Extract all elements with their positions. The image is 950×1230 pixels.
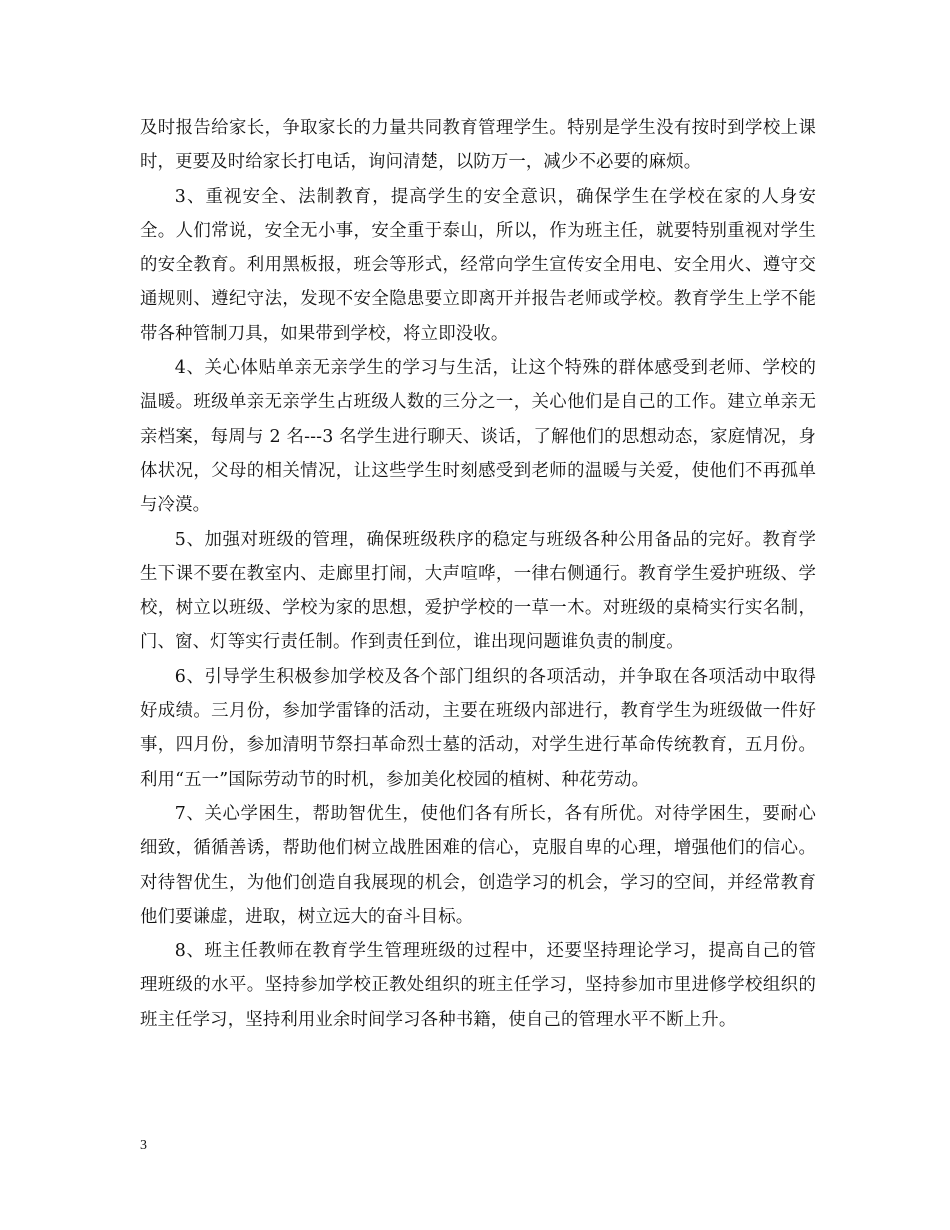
paragraph-item-8: 8、班主任教师在教育学生管理班级的过程中，还要坚持理论学习，提高自己的管理班级的水平。坚持参加学校正教处组织的班主任学习，坚持参加市里进修学校组织的班主任学习，坚持利用业余时间学习各种书籍，使自己的管理水平不断上升。 <box>140 941 816 1030</box>
paragraph-item-3: 3、重视安全、法制教育，提高学生的安全意识，确保学生在学校在家的人身安全。人们常说，安全无小事，安全重于泰山，所以，作为班主任，就要特别重视对学生的安全教育。利用黑板报，班会等形式，经常向学生宣传安全用电、安全用火、遵守交通规则、遵纪守法，发现不安全隐患要立即离开并报告老师或学校。教育学生上学不能带各种管制刀具，如果带到学校，将立即没收。 <box>140 186 816 344</box>
paragraph-item-7: 7、关心学困生，帮助智优生，使他们各有所长，各有所优。对待学困生，要耐心细致，循循善诱，帮助他们树立战胜困难的信心，克服自卑的心理，增强他们的信心。对待智优生，为他们创造自我展现的机会，创造学习的机会，学习的空间，并经常教育他们要谦虚，进取，树立远大的奋斗目标。 <box>140 803 816 927</box>
paragraph-item-5: 5、加强对班级的管理，确保班级秩序的稳定与班级各种公用备品的完好。教育学生下课不要在教室内、走廊里打闹，大声喧哗，一律右侧通行。教育学生爱护班级、学校，树立以班级、学校为家的思想，爱护学校的一草一木。对班级的桌椅实行实名制，门、窗、灯等实行责任制。作到责任到位，谁出现问题谁负责的制度。 <box>140 529 816 653</box>
paragraph-item-4: 4、关心体贴单亲无亲学生的学习与生活，让这个特殊的群体感受到老师、学校的温暖。班级单亲无亲学生占班级人数的三分之一，关心他们是自己的工作。建立单亲无亲档案，每周与 2 名---3 名学生进行聊天、谈话，了解他们的思想动态，家庭情况，身体状况，父母的相关情况，让这些学生时刻感受到老师的温暖与关爱，使他们不再孤单与冷漠。 <box>140 358 816 516</box>
document-body <box>140 111 816 1037</box>
paragraph-continuation: 及时报告给家长，争取家长的力量共同教育管理学生。特别是学生没有按时到学校上课时，更要及时给家长打电话，询问清楚，以防万一，减少不必要的麻烦。 <box>140 118 816 173</box>
paragraph-item-6: 6、引导学生积极参加学校及各个部门组织的各项活动，并争取在各项活动中取得好成绩。三月份，参加学雷锋的活动，主要在班级内部进行，教育学生为班级做一件好事，四月份，参加清明节祭扫革命烈士墓的活动，对学生进行革命传统教育，五月份。利用“五一”国际劳动节的时机，参加美化校园的植树、种花劳动。 <box>140 666 816 790</box>
page-number: 3 <box>140 1138 147 1153</box>
